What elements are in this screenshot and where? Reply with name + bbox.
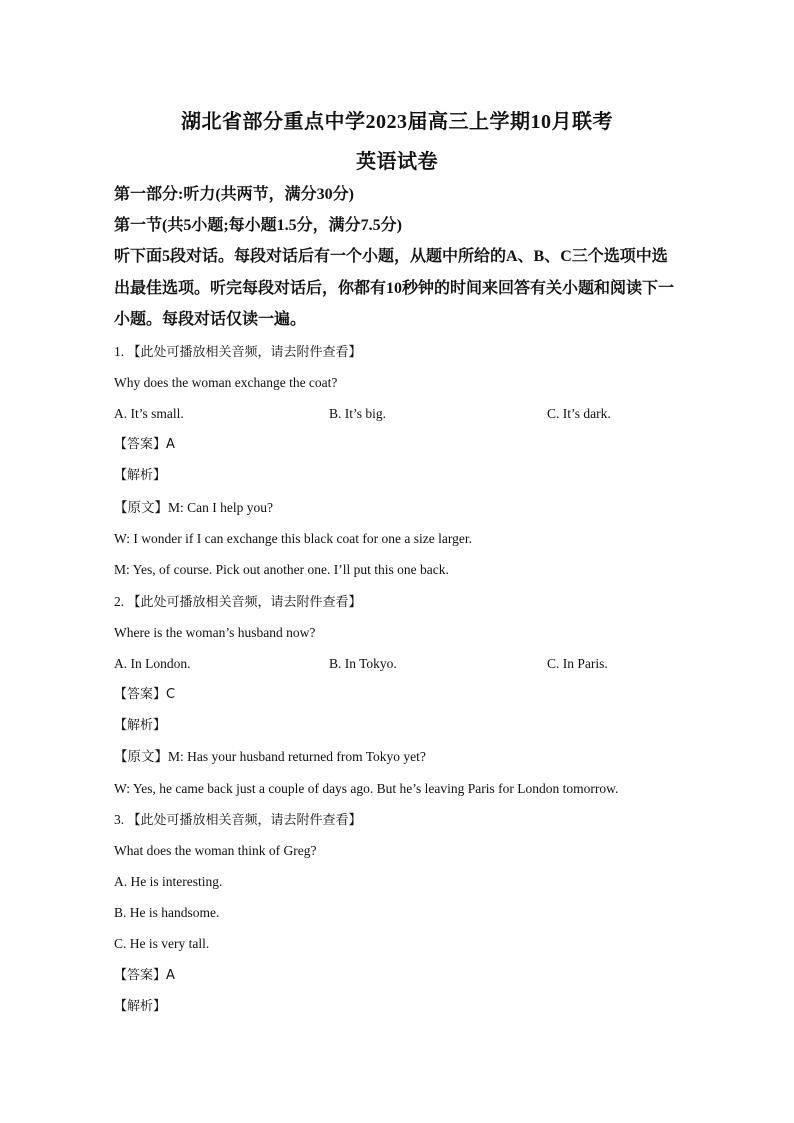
transcript-line: 【原文】M: Has your husband returned from Tokyo yet? bbox=[114, 749, 426, 764]
analysis: 【解析】 bbox=[114, 999, 167, 1014]
document-subtitle: 英语试卷 bbox=[356, 151, 438, 173]
instruction-line: 小题。每段对话仅读一遍。 bbox=[114, 311, 307, 328]
transcript-line: W: I wonder if I can exchange this black coat for one a size larger. bbox=[114, 531, 472, 546]
option-b: B. In Tokyo. bbox=[329, 656, 397, 671]
question-header bbox=[114, 811, 362, 830]
option-c: C. It’s dark. bbox=[547, 406, 611, 421]
question-text: Where is the woman’s husband now? bbox=[114, 625, 316, 640]
instruction-line: 出最佳选项。听完每段对话后，你都有10秒钟的时间来回答有关小题和阅读下一 bbox=[114, 280, 675, 297]
question-header bbox=[114, 593, 362, 612]
answer: 【答案】C bbox=[114, 687, 176, 702]
question-number: 2. bbox=[114, 594, 125, 609]
answer: 【答案】A bbox=[114, 968, 175, 983]
transcript-line: 【原文】M: Can I help you? bbox=[114, 500, 273, 515]
question-text: Why does the woman exchange the coat? bbox=[114, 375, 338, 390]
transcript-line: M: Yes, of course. Pick out another one. I’ll put this one back. bbox=[114, 562, 449, 577]
option-a: A. In London. bbox=[114, 656, 191, 671]
option-b: B. He is handsome. bbox=[114, 905, 220, 920]
instruction-line: 听下面5段对话。每段对话后有一个小题，从题中所给的A、B、C三个选项中选 bbox=[114, 248, 668, 265]
question-number: 3. bbox=[114, 812, 125, 827]
transcript-line: W: Yes, he came back just a couple of days ago. But he’s leaving Paris for London tomorrow. bbox=[114, 781, 619, 796]
audio-note: 【此处可播放相关音频，请去附件查看】 bbox=[127, 595, 362, 610]
option-b: B. It’s big. bbox=[329, 406, 387, 421]
option-a: A. He is interesting. bbox=[114, 874, 223, 889]
analysis: 【解析】 bbox=[114, 468, 167, 483]
question-header bbox=[114, 343, 362, 362]
audio-note: 【此处可播放相关音频，请去附件查看】 bbox=[127, 345, 362, 360]
section-heading: 第一节(共5小题;每小题1.5分，满分7.5分) bbox=[114, 217, 402, 234]
answer: 【答案】A bbox=[114, 437, 175, 452]
analysis: 【解析】 bbox=[114, 718, 167, 733]
option-c: C. He is very tall. bbox=[114, 936, 210, 951]
document-title: 湖北省部分重点中学2023届高三上学期10月联考 bbox=[181, 111, 613, 133]
option-a: A. It’s small. bbox=[114, 406, 184, 421]
audio-note: 【此处可播放相关音频，请去附件查看】 bbox=[127, 813, 362, 828]
option-c: C. In Paris. bbox=[547, 656, 608, 671]
question-number: 1. bbox=[114, 344, 125, 359]
part-heading: 第一部分:听力(共两节，满分30分) bbox=[114, 186, 354, 203]
question-text: What does the woman think of Greg? bbox=[114, 843, 317, 858]
